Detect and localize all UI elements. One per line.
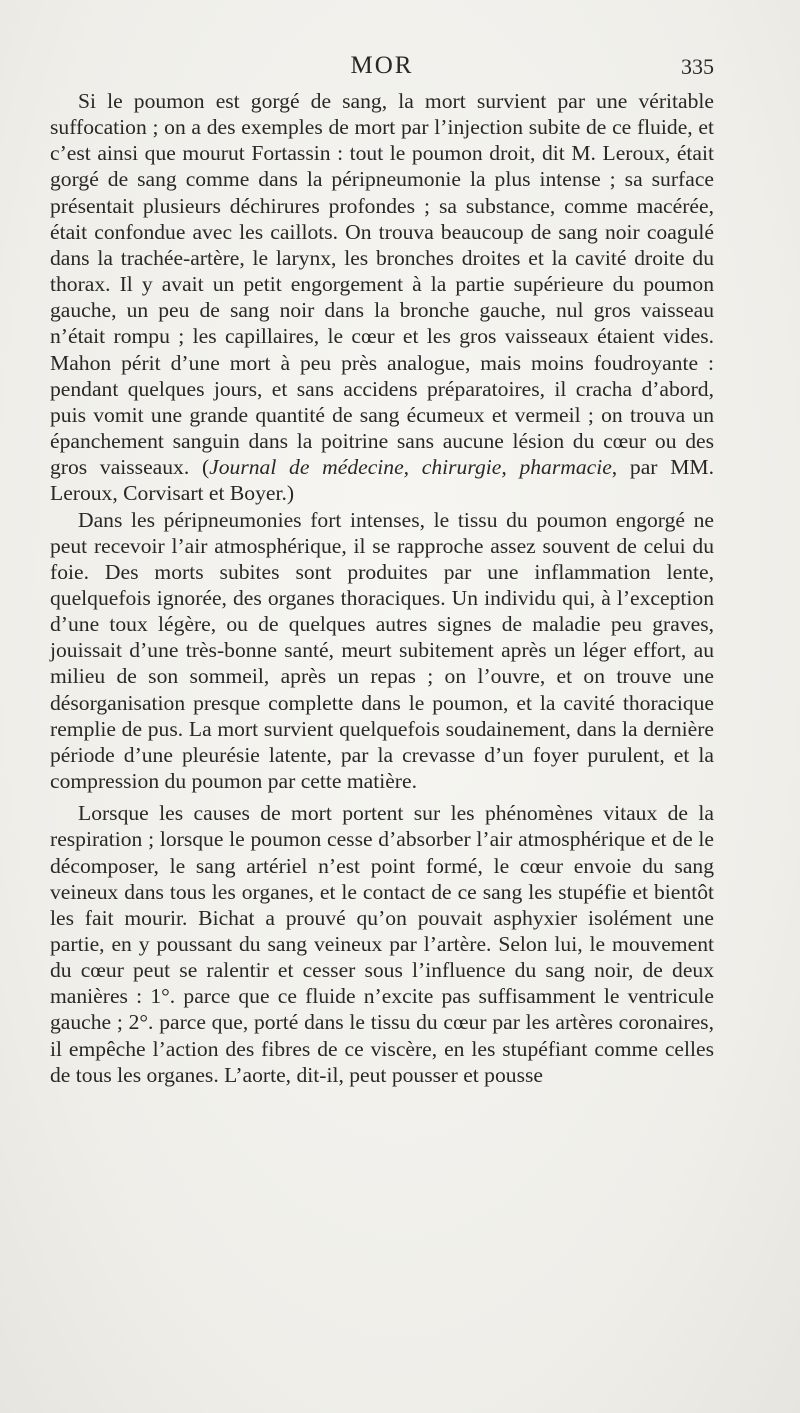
running-title: MOR	[350, 52, 414, 79]
running-head	[50, 52, 714, 88]
paragraph-1	[50, 88, 714, 507]
page-number: 335	[681, 54, 714, 79]
paragraph-1-text: Si le poumon est gorgé de sang, la mort survient par une véritable suffocation ; on a des exemples de mort par l’injection subite de ce fluide, et c’est ainsi que mourut Fortassin : tout le poumon droit, dit M. Leroux, était gorgé de sang comme dans la péripneumonie la plus intense ; sa surface présentait plusieurs déchirures profondes ; sa substance, comme macérée, était confondue avec les caillots. On trouva beaucoup de sang noir coagulé dans la trachée-artère, le larynx, les bronches droites et la cavité droite du thorax. Il y avait un petit engorgement à la partie supérieure du poumon gauche, un peu de sang noir dans la bronche gauche, nul gros vaisseau n’était rompu ; les capillaires, le cœur et les gros vaisseaux étaient vides. Mahon périt d’une mort à peu près analogue, mais moins foudroyante : pendant quelques jours, et sans accidens préparatoires, il cracha d’abord, puis vomit une grande quantité de sang écumeux et vermeil ; on trouva un épanchement sanguin dans la poitrine sans aucune lésion du cœur ou des gros vaisseaux. (	[50, 89, 714, 480]
journal-title: Journal de médecine, chirurgie, pharmacie	[209, 455, 612, 480]
paragraph-2: Dans les péripneumonies fort intenses, le tissu du poumon engorgé ne peut recevoir l’air atmosphérique, il se rapproche assez souvent de celui du foie. Des morts subites sont produites par une inflammation lente, quelquefois ignorée, des organes thoraciques. Un individu qui, à l’exception d’une toux légère, ou de quelques autres signes de maladie peu graves, jouissait d’une très-bonne santé, meurt subitement après un léger effort, au milieu de son sommeil, après un repas ; on l’ouvre, et on trouve une désorganisation presque complette dans le poumon, et la cavité thoracique remplie de pus. La mort survient quelquefois soudainement, dans la dernière période d’une pleurésie latente, par la crevasse d’un foyer purulent, et la compression du poumon par cette matière.	[50, 507, 714, 794]
body-text	[50, 88, 714, 1088]
paragraph-3: Lorsque les causes de mort portent sur les phénomènes vitaux de la respiration ; lorsque le poumon cesse d’absorber l’air atmosphérique et de le décomposer, le sang artériel n’est point formé, le cœur envoie du sang veineux dans tous les organes, et le contact de ce sang les stupéfie et bientôt les fait mourir. Bichat a prouvé qu’on pouvait asphyxier isolément une partie, en y poussant du sang veineux par l’artère. Selon lui, le mouvement du cœur peut se ralentir et cesser sous l’influence du sang noir, de deux manières : 1°. parce que ce fluide n’excite pas suffisamment le ventricule gauche ; 2°. parce que, porté dans le tissu du cœur par les artères coronaires, il empêche l’action des fibres de ce viscère, en les stupéfiant comme celles de tous les organes. L’aorte, dit-il, peut pousser et pousse	[50, 801, 714, 1087]
paragraph-1-citation: , par MM. Leroux, Corvisart et Boyer.)	[50, 455, 714, 506]
